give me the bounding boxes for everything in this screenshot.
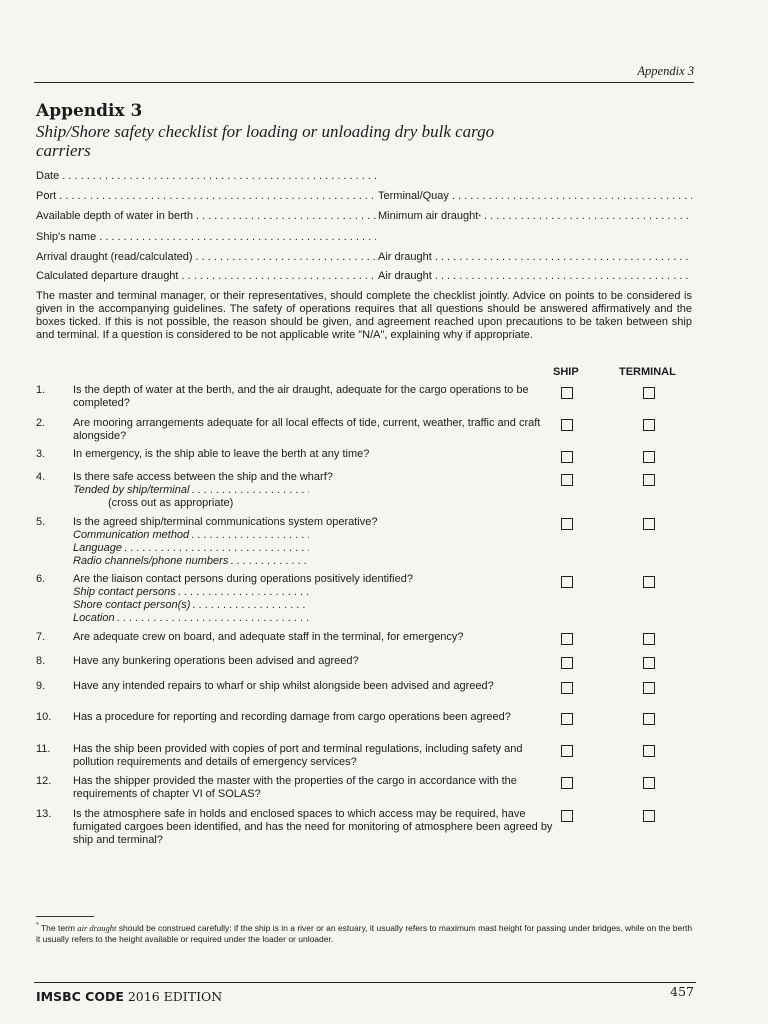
- ship-checkbox-8[interactable]: [561, 657, 573, 669]
- air-draught-field-2[interactable]: Air draught . . .: [378, 270, 692, 286]
- ships-name-field[interactable]: Ship's name . . .: [36, 231, 376, 247]
- footnote-rule: [36, 916, 94, 917]
- appendix-subtitle: Ship/Shore safety checklist for loading or unloading dry bulk cargo carriers: [36, 122, 495, 160]
- ship-checkbox-11[interactable]: [561, 745, 573, 757]
- ship-checkbox-2[interactable]: [561, 419, 573, 431]
- field-row-depth: [36, 210, 692, 226]
- terminal-checkbox-9[interactable]: [643, 682, 655, 694]
- location-field[interactable]: Location . . .: [73, 612, 309, 625]
- field-row-port: [36, 190, 692, 206]
- departure-draught-field[interactable]: Calculated departure draught . . .: [36, 270, 378, 286]
- terminal-checkbox-8[interactable]: [643, 657, 655, 669]
- appendix-title: Appendix 3: [36, 101, 143, 121]
- terminal-checkbox-13[interactable]: [643, 810, 655, 822]
- terminal-checkbox-2[interactable]: [643, 419, 655, 431]
- field-row-arrival: [36, 251, 692, 267]
- field-row-departure: [36, 270, 692, 286]
- minimum-air-draught-field[interactable]: Minimum air draught * . . .: [378, 210, 692, 226]
- language-field[interactable]: Language . . .: [73, 542, 309, 555]
- field-row-ships-name: [36, 231, 692, 247]
- terminal-checkbox-7[interactable]: [643, 633, 655, 645]
- tended-by-field[interactable]: Tended by ship/terminal . . .: [73, 484, 309, 497]
- communication-method-field[interactable]: Communication method . . .: [73, 529, 309, 542]
- terminal-quay-field[interactable]: Terminal/Quay . . .: [378, 190, 692, 206]
- document-page: Appendix 3 Appendix 3 Ship/Shore safety checklist for loading or unloading dry bulk cargo carriers Date . . . Port . . . Terminal/Quay . . . Available depth of water in berth . . . Minimum air draught * . . . Ship's name . . . Arrival draught (read/calculated) . . . Air draught . . . Calculated departure draught . . . Air draught . . . The master and terminal manager, or their representatives, should complete the checklist jointly. Advice on points to be considered is given in the accompanying guidelines. The safety of operations requires that all questions should be answered affirmatively and the boxes ticked. If this is not possible, the reason should be given, and agreement reached upon precautions to be taken between ship and terminal. If a question is considered to be not applicable write "N/A", explaining why if appropriate. SHIP TERMINAL 1. Is the depth of water at the berth, and the air draught, adequate for the cargo operations to be completed? 2. Are mooring arrangements adequate for all local effects of tide, current, weather, traffic and craft alongside? 3. In emergency, is the ship able to leave the berth at any time? 4. Is there safe access between the ship and the wharf? Tended by ship/terminal . . . (cross out as appropriate) 5. Is the agreed ship/terminal communications system operative? Communication method . . . Language . . . Radio channels/phone numbers . . . 6. Are the liaison contact persons during operations positively identified? Ship contact persons . . . Shore contact person(s) . . . Location . . . 7. Are adequate crew on board, and adequate staff in the terminal, for emergency? 8. Have any bunkering operations been advised and agreed? 9. Have any intended repairs to wharf or ship whilst alongside been advised and agreed? 10. Has a procedure for reporting and recording damage from cargo operations been agreed? 11. Has the ship been provided with copies of port and terminal regulations, including safety and pollution requirements and details of emergency services? 12. Has the shipper provided the master with the properties of the cargo in accordance with the requirements of chapter VI of SOLAS? 13. Is the atmosphere safe in holds and enclosed spaces to which access may be required, have fumigated cargoes been identified, and has the need for monitoring of atmosphere been agreed by ship and terminal? * The term air draught should be construed carefully: if the ship is in a river or an estuary, it usually refers to maximum mast height for passing under bridges, while on the berth it usually refers to the height available or required under the loader or unloader. IMSBC CODE 2016 EDITION 457: [0, 0, 768, 1024]
- radio-channels-field[interactable]: Radio channels/phone numbers . . .: [73, 555, 309, 568]
- shore-contact-field[interactable]: Shore contact person(s) . . .: [73, 599, 309, 612]
- ship-checkbox-3[interactable]: [561, 451, 573, 463]
- header-rule: [34, 82, 694, 83]
- footer-edition: IMSBC CODE 2016 EDITION: [36, 989, 223, 1004]
- terminal-checkbox-12[interactable]: [643, 777, 655, 789]
- page-number: 457: [670, 984, 694, 999]
- terminal-checkbox-5[interactable]: [643, 518, 655, 530]
- field-row-date: [36, 170, 692, 186]
- terminal-checkbox-3[interactable]: [643, 451, 655, 463]
- arrival-draught-field[interactable]: Arrival draught (read/calculated) . . .: [36, 251, 378, 267]
- terminal-checkbox-10[interactable]: [643, 713, 655, 725]
- date-field[interactable]: Date . . .: [36, 170, 376, 186]
- ship-checkbox-6[interactable]: [561, 576, 573, 588]
- running-head: Appendix 3: [637, 64, 694, 78]
- ship-checkbox-7[interactable]: [561, 633, 573, 645]
- ship-checkbox-4[interactable]: [561, 474, 573, 486]
- footer-rule: [34, 982, 696, 983]
- footnote: * The term air draught should be construed carefully: if the ship is in a river or an estuary, it usually refers to maximum mast height for passing under bridges, while on the berth it usually refers to the height available or required under the loader or unloader.: [36, 921, 693, 944]
- terminal-checkbox-11[interactable]: [643, 745, 655, 757]
- terminal-checkbox-6[interactable]: [643, 576, 655, 588]
- intro-paragraph: The master and terminal manager, or their representatives, should complete the checklist jointly. Advice on points to be considered is given in the accompanying guidelines. The safety of operations requires that all questions should be answered affirmatively and the boxes ticked. If this is not possible, the reason should be given, and agreement reached upon precautions to be taken between ship and terminal. If a question is considered to be not applicable write "N/A", explaining why if appropriate.: [36, 290, 692, 341]
- ship-checkbox-13[interactable]: [561, 810, 573, 822]
- available-depth-field[interactable]: Available depth of water in berth . . .: [36, 210, 378, 226]
- ship-contact-field[interactable]: Ship contact persons . . .: [73, 586, 309, 599]
- air-draught-field-1[interactable]: Air draught . . .: [378, 251, 692, 267]
- terminal-checkbox-1[interactable]: [643, 387, 655, 399]
- ship-checkbox-10[interactable]: [561, 713, 573, 725]
- port-field[interactable]: Port . . .: [36, 190, 378, 206]
- ship-checkbox-9[interactable]: [561, 682, 573, 694]
- terminal-column-header: TERMINAL: [619, 366, 676, 378]
- ship-column-header: SHIP: [553, 366, 579, 378]
- ship-checkbox-1[interactable]: [561, 387, 573, 399]
- ship-checkbox-5[interactable]: [561, 518, 573, 530]
- ship-checkbox-12[interactable]: [561, 777, 573, 789]
- footnote-marker: *: [478, 214, 481, 221]
- terminal-checkbox-4[interactable]: [643, 474, 655, 486]
